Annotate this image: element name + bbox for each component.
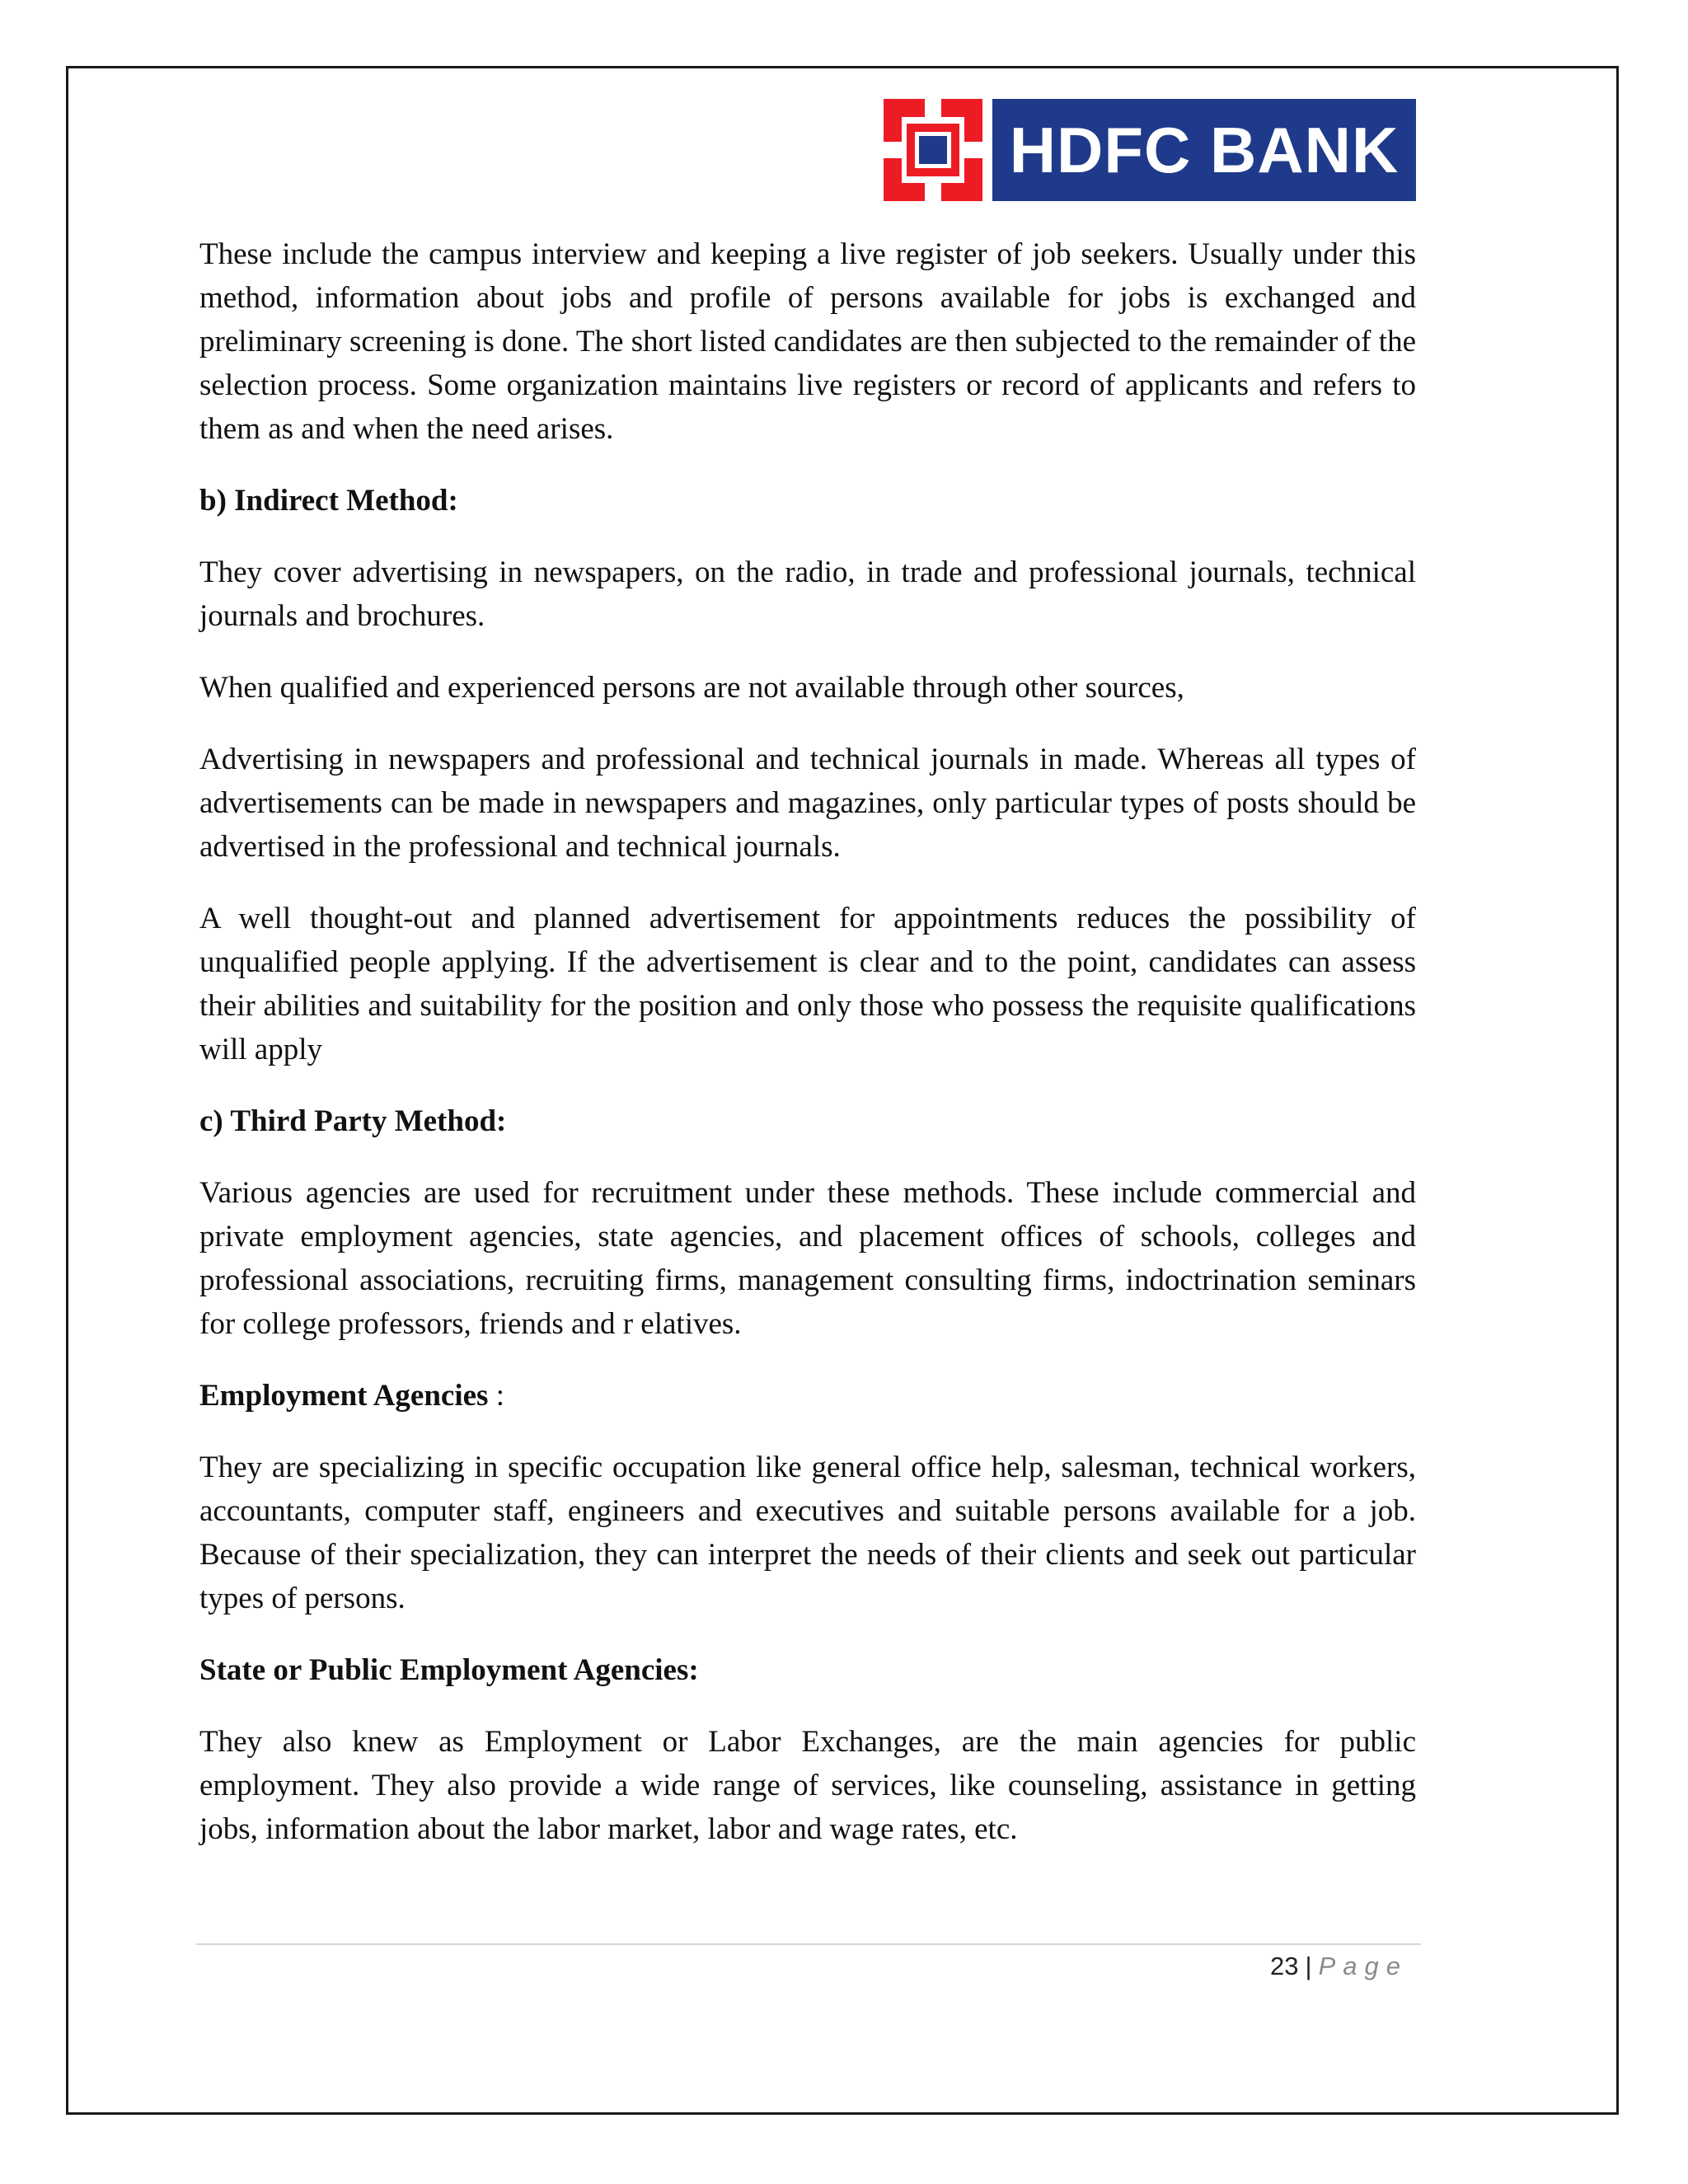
hdfc-logo-mark-icon xyxy=(884,99,982,201)
page-label: Page xyxy=(1318,1952,1408,1980)
section-heading-text: State or Public Employment Agencies: xyxy=(199,1653,699,1687)
section-heading-text: b) Indirect Method: xyxy=(199,484,458,518)
paragraph: They are specializing in specific occupation like general office help, salesman, technical workers, accountants, computer staff, engineers and executives and suitable persons available for a job. Because of their specialization, they can interpret the needs of their clients and seek out particular types of persons. xyxy=(199,1451,1416,1615)
section-heading-text: c) Third Party Method: xyxy=(199,1104,507,1138)
logo-text: HDFC BANK xyxy=(992,99,1416,201)
footer-divider xyxy=(196,1943,1421,1945)
paragraph: They cover advertising in newspapers, on the radio, in trade and professional journals, technical journals and brochures. xyxy=(199,555,1416,633)
paragraph: Various agencies are used for recruitment under these methods. These include commercial and private employment agencies, state agencies, and placement offices of schools, colleges and professional associations, recruiting firms, management consulting firms, indoctrination seminars for college professors, friends and r elatives. xyxy=(199,1176,1416,1341)
section-heading-text: Employment Agencies xyxy=(199,1379,489,1413)
section-heading xyxy=(199,1374,1416,1418)
section-heading xyxy=(199,1099,1416,1143)
hdfc-logo xyxy=(884,99,1416,201)
section-heading xyxy=(199,479,1416,523)
document-body xyxy=(199,232,1416,1879)
paragraph: Advertising in newspapers and professional and technical journals in made. Whereas all types of advertisements can be made in newspapers and magazines, only particular types of posts should be advertised in the professional and technical journals. xyxy=(199,743,1416,864)
paragraph: A well thought-out and planned advertisement for appointments reduces the possibility of unqualified people applying. If the advertisement is clear and to the point, candidates can assess their abilities and suitability for the position and only those who possess the requisite qualifications will apply xyxy=(199,902,1416,1066)
paragraph: They also knew as Employment or Labor Exchanges, are the main agencies for public employment. They also provide a wide range of services, like counseling, assistance in getting jobs, information about the labor market, labor and wage rates, etc. xyxy=(199,1725,1416,1846)
page-number: 23 xyxy=(1270,1952,1299,1980)
section-heading-suffix: : xyxy=(488,1379,504,1413)
paragraph: When qualified and experienced persons are not available through other sources, xyxy=(199,671,1184,705)
page-separator: | xyxy=(1305,1952,1312,1980)
page-footer xyxy=(1270,1952,1408,1981)
paragraph: These include the campus interview and keeping a live register of job seekers. Usually under this method, information about jobs and profile of persons available for jobs is exchanged and preliminary screening is done. The short listed candidates are then subjected to the remainder of the selection process. Some organization maintains live registers or record of applicants and refers to them as and when the need arises. xyxy=(199,237,1416,446)
section-heading xyxy=(199,1648,1416,1692)
